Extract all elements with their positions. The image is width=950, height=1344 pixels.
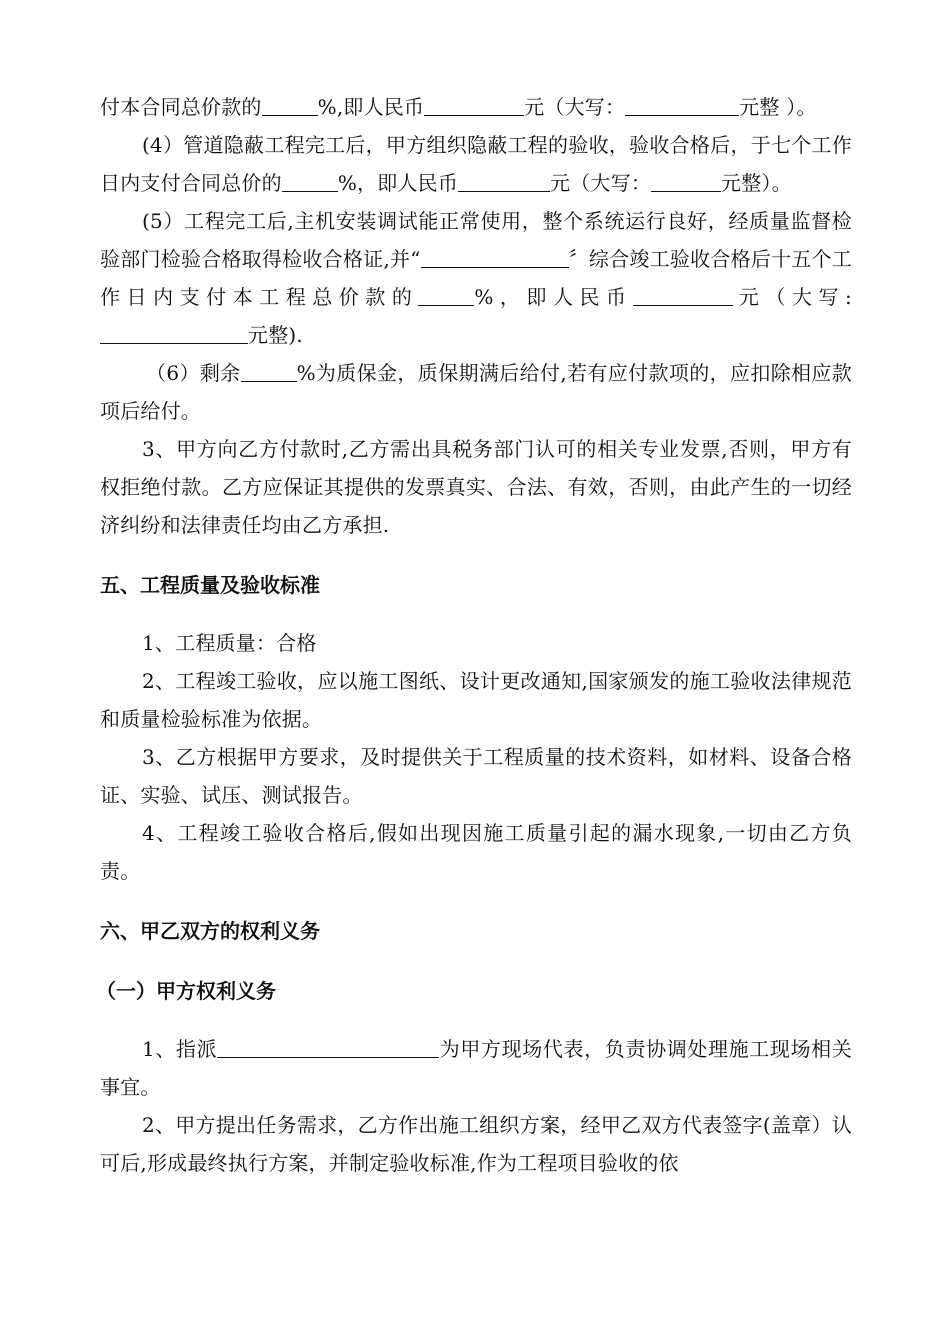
blank-line xyxy=(217,1037,439,1058)
section-heading-rights: 六、甲乙双方的权利义务 xyxy=(100,919,320,943)
payment-item-6 xyxy=(100,354,852,430)
text-fragment: 元（大写: xyxy=(732,285,852,309)
text-fragment: 元（大写： xyxy=(524,95,626,119)
blank-line xyxy=(241,361,297,382)
quality-item-2: 2、工程竣工验收，应以施工图纸、设计更改通知,国家颁发的施工验收法律规范和质量检验标准为依据。 xyxy=(100,669,852,731)
quality-item-3: 3、乙方根据甲方要求，及时提供关于工程质量的技术资料，如材料、设备合格证、实验、试压、测试报告。 xyxy=(100,745,852,807)
blank-line xyxy=(424,95,524,116)
document-page xyxy=(96,88,853,1182)
text-fragment: (4）管道隐蔽工程完工后，甲方组织隐蔽工程的验收，验收合格后，于七个工作日内支付合同总价的 xyxy=(100,133,852,195)
payment-item-4 xyxy=(100,126,852,202)
payment-percent-line xyxy=(100,88,852,126)
quality-item-1: 1、工程质量：合格 xyxy=(142,631,317,655)
blank-line xyxy=(625,95,739,116)
subsection-heading-party-a: （一）甲方权利义务 xyxy=(96,979,276,1003)
blank-line xyxy=(458,171,550,192)
party-a-item-2: 2、甲方提出任务需求，乙方作出施工组织方案，经甲乙双方代表签字(盖章）认可后,形成最终执行方案，并制定验收标准,作为工程项目验收的依 xyxy=(100,1113,852,1175)
text-fragment: （6）剩余 xyxy=(146,361,241,385)
text-fragment: 付本合同总价款的 xyxy=(100,95,262,119)
text-fragment: 为甲方现场代表，负责协调处理施工现场相关事宜。 xyxy=(100,1037,853,1099)
section-heading-quality: 五、工程质量及验收标准 xyxy=(100,573,320,597)
text-fragment: %，即人民币 xyxy=(474,285,633,309)
text-fragment: %，即人民币 xyxy=(337,171,459,195)
blank-line xyxy=(262,95,318,116)
text-fragment: 元整 ）。 xyxy=(739,95,817,119)
blank-line xyxy=(418,285,474,306)
payment-clause-3: 3、甲方向乙方付款时,乙方需出具税务部门认可的相关专业发票,否则，甲方有权拒绝付款。乙方应保证其提供的发票真实、合法、有效，否则，由此产生的一切经济纠纷和法律责任均由乙方承担. xyxy=(100,437,852,537)
text-fragment: 1、指派 xyxy=(142,1037,218,1061)
blank-line xyxy=(421,247,569,268)
blank-line xyxy=(651,171,721,192)
blank-line xyxy=(282,171,338,192)
quality-item-4: 4、工程竣工验收合格后,假如出现因施工质量引起的漏水现象,一切由乙方负责。 xyxy=(100,821,852,883)
text-fragment: 元整). xyxy=(248,323,303,347)
text-fragment: 元整）。 xyxy=(721,171,792,195)
blank-line xyxy=(100,323,248,344)
text-fragment: 〞综合竣工验收合格后十五个工作日内支付本工程总价款的 xyxy=(100,247,852,309)
text-fragment: %为质保金，质保期满后给付,若有应付款项的，应扣除相应款项后给付。 xyxy=(100,361,852,423)
blank-line xyxy=(633,285,733,306)
text-fragment: 元（大写： xyxy=(550,171,652,195)
payment-item-5 xyxy=(100,202,852,354)
text-fragment: (5）工程完工后,主机安装调试能正常使用，整个系统运行良好，经质量监督检验部门检验合格取得检收合格证,并“ xyxy=(100,209,852,271)
text-fragment: %,即人民币 xyxy=(317,95,425,119)
party-a-item-1 xyxy=(100,1030,852,1106)
